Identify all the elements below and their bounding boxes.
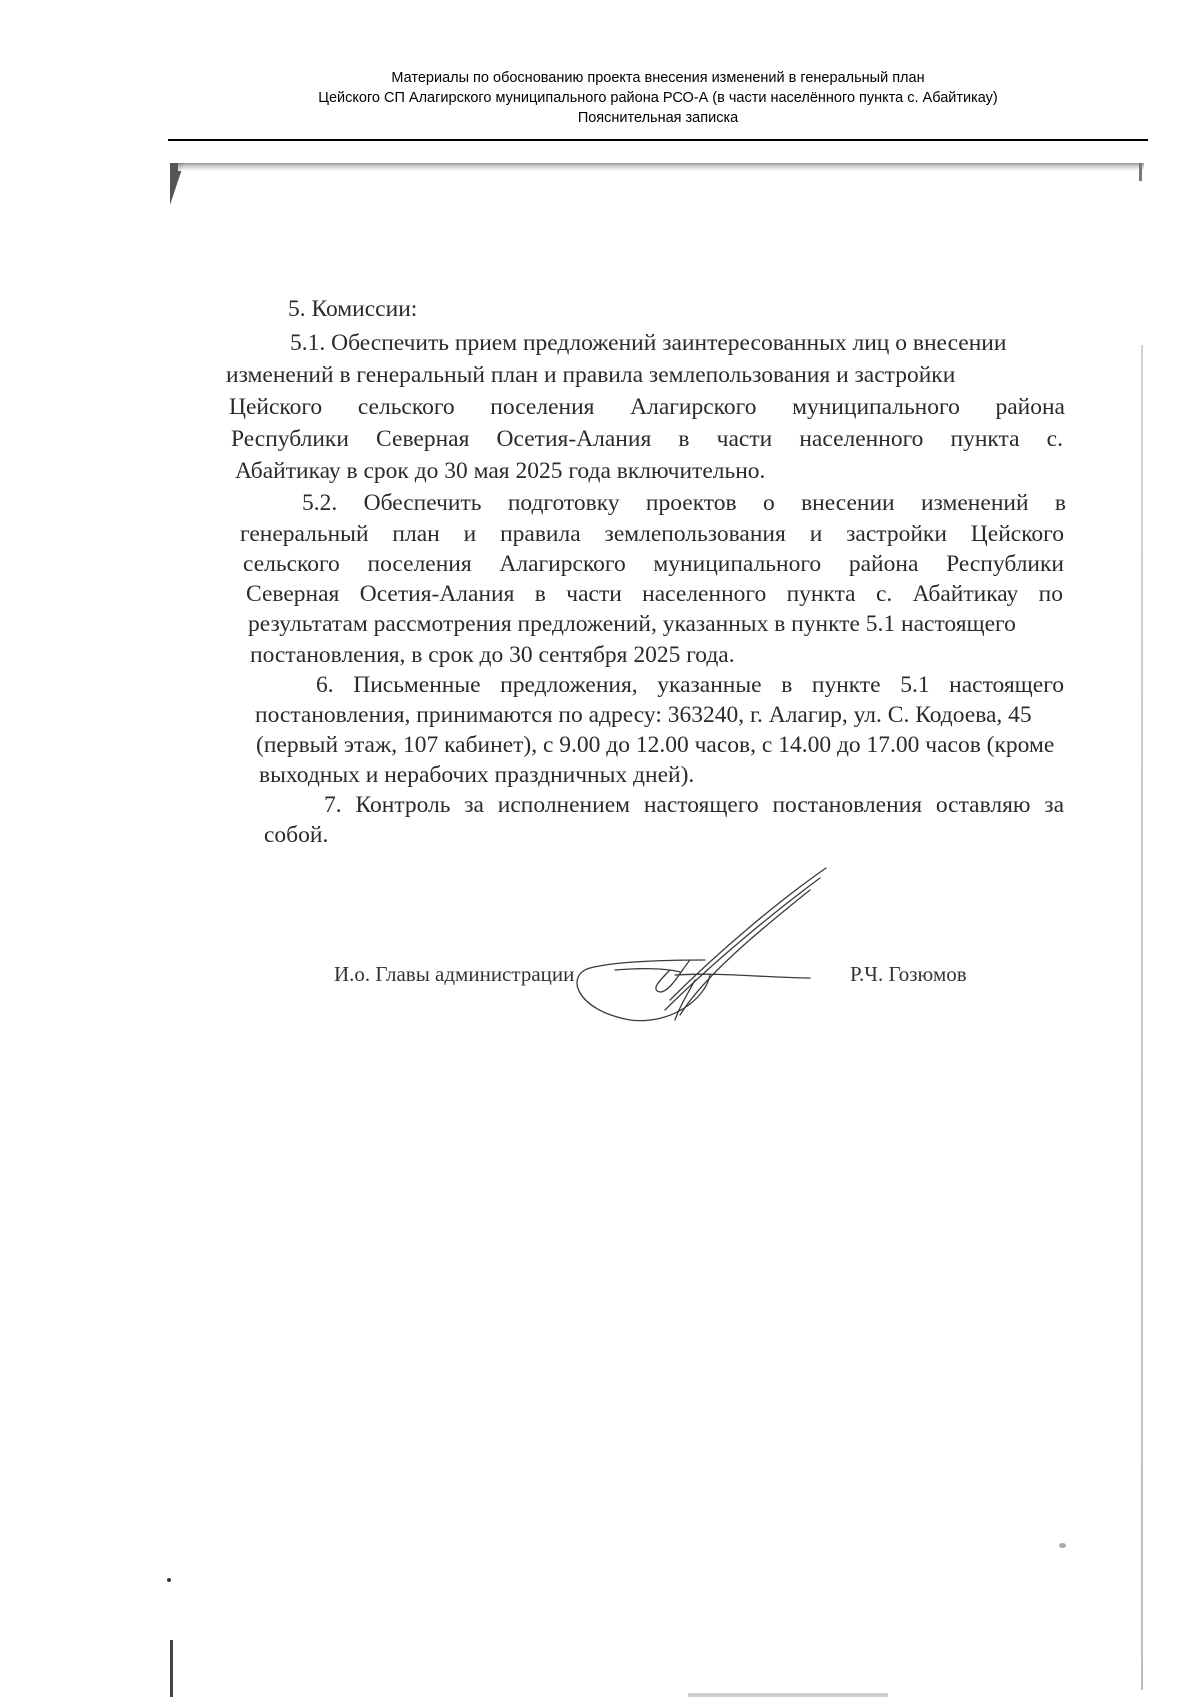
p5-1-line: изменений в генеральный план и правила землепользования и застройки — [226, 362, 956, 388]
p5-2-line: результатам рассмотрения предложений, указанных в пункте 5.1 настоящего — [248, 611, 1016, 637]
section-5-title: 5. Комиссии: — [288, 296, 418, 322]
scan-edge-top — [178, 163, 1144, 171]
header-divider — [168, 139, 1148, 141]
p6-line: 6. Письменные предложения, указанные в пункте 5.1 настоящего — [316, 672, 1064, 698]
scan-edge-right-top — [1139, 163, 1142, 181]
signatory-name: Р.Ч. Гозюмов — [850, 962, 967, 986]
header-line-1: Материалы по обоснованию проекта внесения изменений в генеральный план — [391, 70, 925, 86]
header-line-2: Цейского СП Алагирского муниципального района РСО-А (в части населённого пункта с. Абайтикау) — [318, 90, 998, 106]
signatory-position: И.о. Главы администрации — [334, 962, 575, 986]
scan-edge-left — [170, 1640, 173, 1697]
header-line-3: Пояснительная записка — [577, 110, 739, 126]
p5-2-line: постановления, в срок до 30 сентября 2025 года. — [250, 642, 735, 668]
p6-line: выходных и нерабочих праздничных дней). — [259, 762, 695, 788]
p6-line: (первый этаж, 107 кабинет), с 9.00 до 12.00 часов, с 14.00 до 17.00 часов (кроме — [256, 732, 1055, 758]
scan-edge-bottom — [688, 1693, 888, 1697]
scan-speck — [167, 1578, 171, 1582]
handwritten-signature — [570, 860, 840, 1030]
p5-2-line: сельского поселения Алагирского муниципального района Республики — [243, 551, 1064, 577]
scan-edge-right — [1141, 345, 1143, 1690]
p5-1-line: Цейского сельского поселения Алагирского муниципального района — [229, 394, 1065, 420]
p5-2-line: 5.2. Обеспечить подготовку проектов о внесении изменений в — [302, 490, 1066, 516]
scan-smudge — [1059, 1543, 1066, 1548]
document-header — [168, 68, 1148, 128]
p6-line: постановления, принимаются по адресу: 363240, г. Алагир, ул. С. Кодоева, 45 — [255, 702, 1032, 728]
p5-2-line: генеральный план и правила землепользования и застройки Цейского — [240, 521, 1064, 547]
p5-1-line: Республики Северная Осетия-Алания в части населенного пункта с. — [231, 426, 1063, 452]
p5-1-line: Абайтикау в срок до 30 мая 2025 года включительно. — [235, 458, 766, 484]
p7-line: собой. — [264, 822, 329, 848]
p5-1-line: 5.1. Обеспечить прием предложений заинтересованных лиц о внесении — [290, 330, 1007, 356]
p7-line: 7. Контроль за исполнением настоящего постановления оставляю за — [324, 792, 1064, 818]
p5-2-line: Северная Осетия-Алания в части населенного пункта с. Абайтикау по — [246, 581, 1063, 607]
